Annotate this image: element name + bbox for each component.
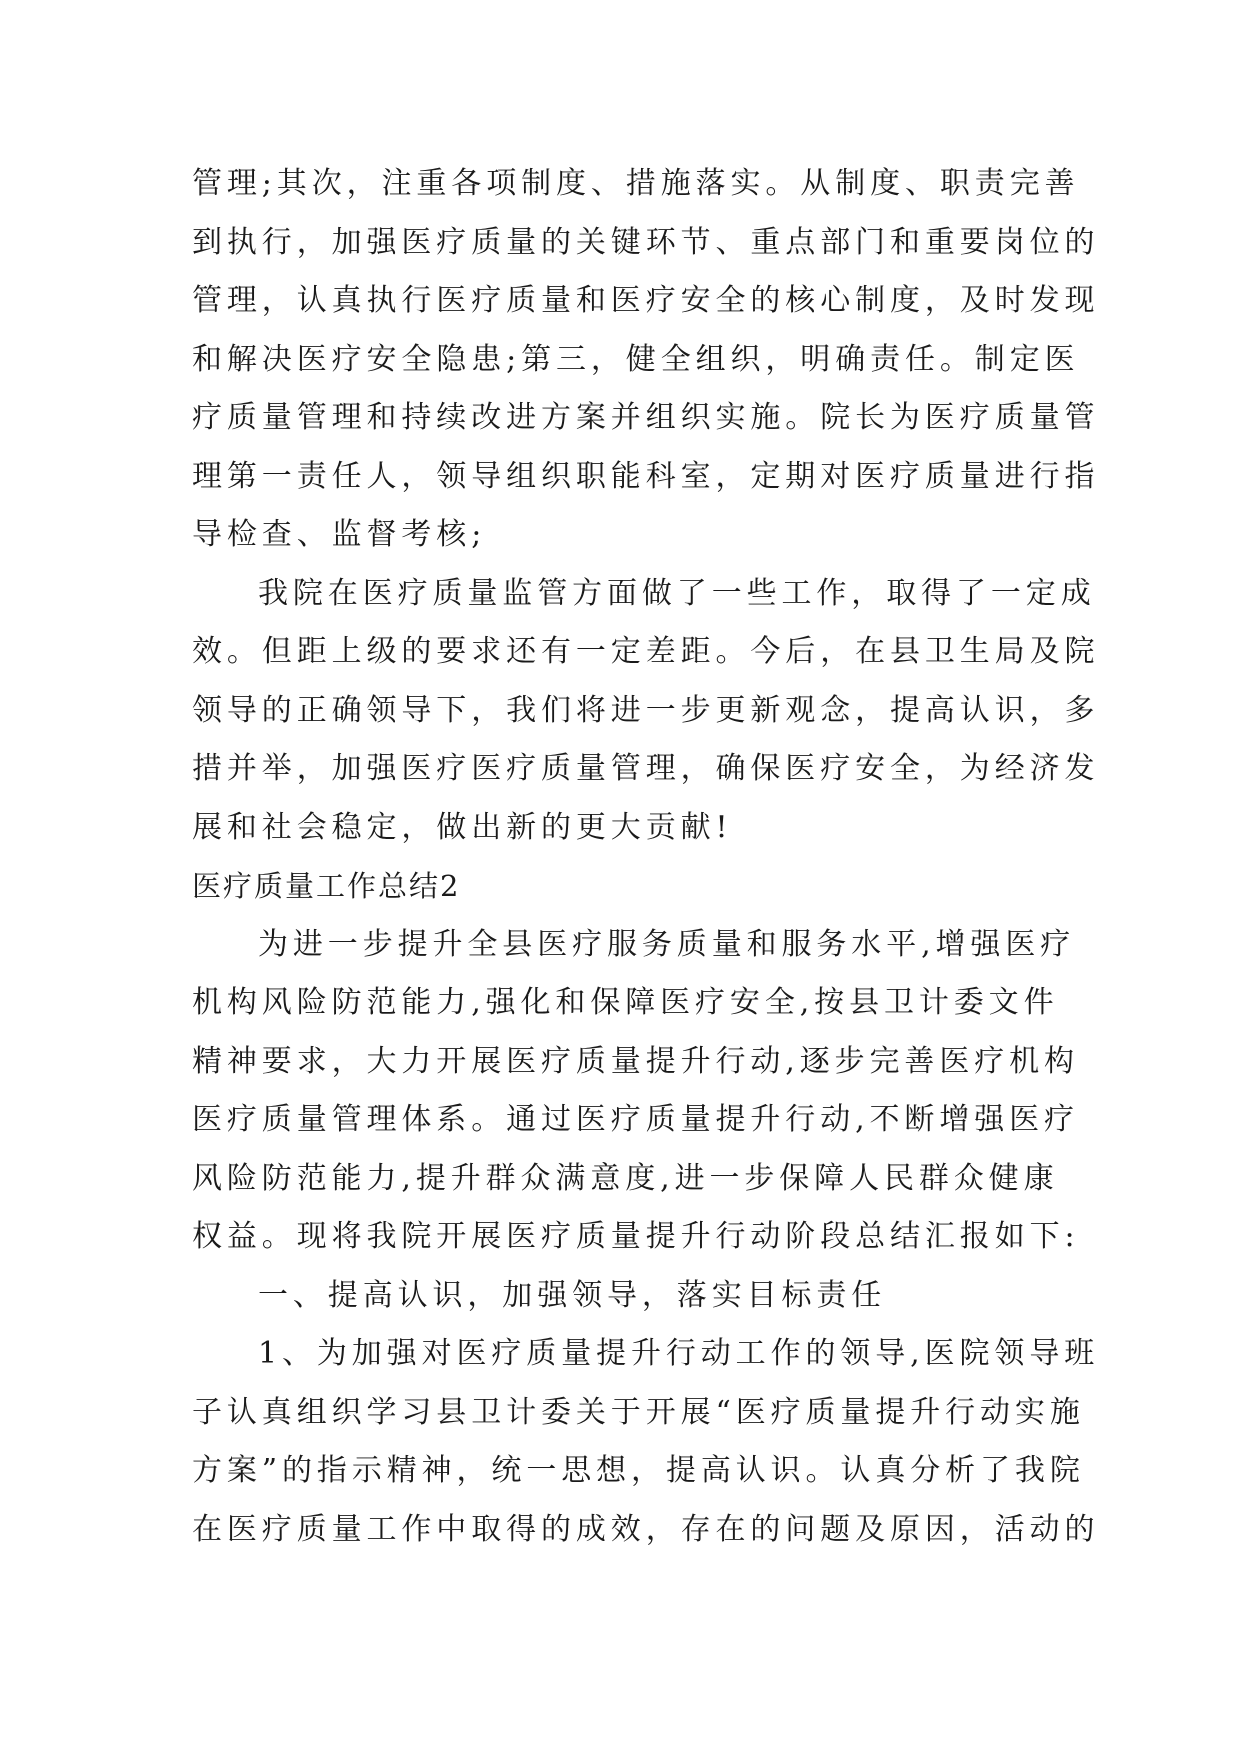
paragraph-leadership xyxy=(192,1325,1100,1559)
text-line: 管理，认真执行医疗质量和医疗安全的核心制度，及时发现 xyxy=(192,283,1100,318)
text-line: 方案”的指示精神，统一思想，提高认识。认真分析了我院 xyxy=(192,1453,1085,1488)
text-line: 子认真组织学习县卫计委关于开展“医疗质量提升行动实施 xyxy=(192,1394,1085,1430)
text-line: 疗质量管理和持续改进方案并组织实施。院长为医疗质量管 xyxy=(192,400,1100,435)
text-line: 为进一步提升全县医疗服务质量和服务水平,增强医疗 xyxy=(258,926,1076,962)
text-line: 理第一责任人，领导组织职能科室，定期对医疗质量进行指 xyxy=(192,458,1100,494)
text-line: 我院在医疗质量监管方面做了一些工作，取得了一定成 xyxy=(258,575,1096,611)
text-line: 精神要求，大力开展医疗质量提升行动,逐步完善医疗机构 xyxy=(192,1043,1079,1079)
document-page xyxy=(192,155,1100,1559)
text-line: 风险防范能力,提升群众满意度,进一步保障人民群众健康 xyxy=(192,1160,1059,1196)
paragraph-introduction xyxy=(192,916,1080,1267)
text-line: 导检查、监督考核; xyxy=(192,517,487,552)
paragraph-quality-management xyxy=(192,155,1100,565)
text-line: 机构风险防范能力,强化和保障医疗安全,按县卫计委文件 xyxy=(192,985,1059,1020)
text-line: 权益。现将我院开展医疗质量提升行动阶段总结汇报如下: xyxy=(192,1219,1080,1254)
text-line: 领导的正确领导下，我们将进一步更新观念，提高认识，多 xyxy=(192,692,1100,728)
text-line: 管理;其次，注重各项制度、措施落实。从制度、职责完善 xyxy=(192,166,1080,201)
subheading: 一、提高认识，加强领导，落实目标责任 xyxy=(258,1277,887,1313)
text-line: 和解决医疗安全隐患;第三，健全组织，明确责任。制定医 xyxy=(192,341,1080,377)
paragraph-conclusion xyxy=(192,565,1100,858)
text-line: 展和社会稳定，做出新的更大贡献! xyxy=(192,809,733,845)
text-line: 在医疗质量工作中取得的成效，存在的问题及原因，活动的 xyxy=(192,1511,1100,1547)
text-line: 医疗质量管理体系。通过医疗质量提升行动,不断增强医疗 xyxy=(192,1102,1079,1137)
text-line: 到执行，加强医疗质量的关键环节、重点部门和重要岗位的 xyxy=(192,224,1100,260)
text-line: 措并举，加强医疗医疗质量管理，确保医疗安全，为经济发 xyxy=(192,751,1100,786)
section-heading: 医疗质量工作总结2 xyxy=(192,869,461,903)
text-line: 1、为加强对医疗质量提升行动工作的领导,医院领导班 xyxy=(258,1336,1100,1371)
text-line: 效。但距上级的要求还有一定差距。今后，在县卫生局及院 xyxy=(192,634,1100,669)
